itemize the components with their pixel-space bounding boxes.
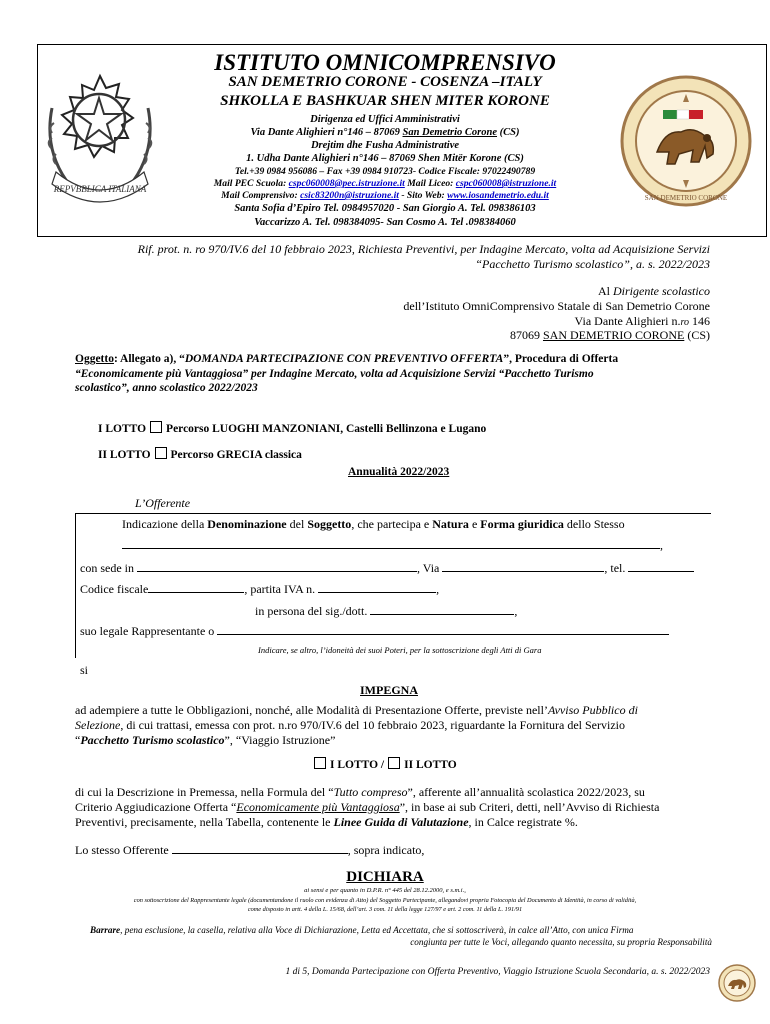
comprensivo-email-link[interactable]: csic83200n@istruzione.it xyxy=(300,190,399,201)
partita-iva-field[interactable] xyxy=(318,581,436,593)
school-address: Via Dante Alighieri n°146 – 87069 San Demetrio Corone (CS) xyxy=(250,127,520,138)
legale-row: suo legale Rappresentante o xyxy=(80,623,669,639)
lotto-1-option: I LOTTO Percorso LUOGHI MANZONIANI, Castelli Bellinzona e Lugano xyxy=(98,423,487,435)
lotto-2-option: II LOTTO Percorso GRECIA classica xyxy=(98,449,302,461)
page-footer: 1 di 5, Domanda Partecipazione con Offerta Preventivo, Viaggio Istruzione Scuola Secondaria, a. s. 2022/2023 xyxy=(285,967,710,977)
lotto-2-choice-checkbox[interactable] xyxy=(388,757,400,769)
dirigenza-label: Dirigenza ed Uffici Amministrativi xyxy=(310,114,460,125)
poteri-note: Indicare, se altro, l’idoneità dei suoi Poteri, per la sottoscrizione degli Atti di Gara xyxy=(258,645,542,655)
via-field[interactable] xyxy=(442,560,604,572)
legale-rappresentante-field[interactable] xyxy=(217,623,669,635)
impegna-line-1: ad adempiere a tutte le Obbligazioni, nonché, alle Modalità di Presentazione Offerte, previste nell’Avviso Pubblico di xyxy=(75,703,638,717)
persona-field[interactable] xyxy=(370,603,514,615)
descrizione-line-3: Preventivi, precisamente, nella Tabella, contenente le Linee Guida di Valutazione, in Calce registrate %. xyxy=(75,815,578,829)
school-mail-line: Mail PEC Scuola: cspc060008@pec.istruzione.it Mail Liceo: cspc060008@istruzione.it xyxy=(213,178,557,189)
offerente-label: L’Offerente xyxy=(135,496,191,510)
branch-phones-2: Vaccarizzo A. Tel. 098384095- San Cosmo A. Tel .098384060 xyxy=(254,217,516,228)
dichiara-heading: DICHIARA xyxy=(346,869,424,885)
branch-phones-1: Santa Sofia d’Epiro Tel. 0984957020 - San Giorgio A. Tel. 098386103 xyxy=(234,203,536,214)
stesso-offerente-field[interactable] xyxy=(172,842,348,854)
subject-line-1: Oggetto: Allegato a), “DOMANDA PARTECIPAZIONE CON PREVENTIVO OFFERTA”, Procedura di Offerta xyxy=(75,353,619,365)
impegna-line-3: “Pacchetto Turismo scolastico”, “Viaggio Istruzione” xyxy=(75,733,336,747)
reference-line-2: “Pacchetto Turismo scolastico”, a. s. 2022/2023 xyxy=(475,257,710,271)
denominazione-field[interactable] xyxy=(122,537,660,549)
liceo-email-link[interactable]: cspc060008@istruzione.it xyxy=(455,178,557,189)
dichiara-subheading: ai sensi e per quanto in D.P.R. n° 445 del 28.12.2000, e s.m.i., xyxy=(304,887,466,894)
addressee-line-2: dell’Istituto OmniComprensivo Statale di San Demetrio Corone xyxy=(403,299,710,313)
dichiara-note-1: con sottoscrizione del Rappresentante legale (documentandone il ruolo con evidenza di Atto) del Soggetto Partecipante, allegandovi propria Fotocopia del Documento di Identità, in corso di validità, xyxy=(133,897,637,904)
lotti-choice-row: I LOTTO / II LOTTO xyxy=(310,757,457,771)
pec-email-link[interactable]: cspc060008@pec.istruzione.it xyxy=(288,178,405,189)
tel-field[interactable] xyxy=(628,560,694,572)
school-subtitle-albanian: SHKOLLA E BASHKUAR SHEN MITER KORONE xyxy=(220,93,550,109)
lotto-2-checkbox[interactable] xyxy=(155,447,167,459)
persona-row: in persona del sig./dott. , xyxy=(255,604,518,618)
emblem-ribbon-text: REPVBBLICA ITALIANA xyxy=(53,184,147,194)
denominazione-field-row: , xyxy=(122,537,663,553)
dichiara-note-2: come disposto in artt. 4 della L. 15/68, dell’art. 3 com. 11 della legge 127/97 e art. 2 com. 11 della L. 191/91 xyxy=(247,906,523,913)
subject-line-3: scolastico”, anno scolastico 2022/2023 xyxy=(75,382,258,394)
seal-rim-text: SAN DEMETRIO CORONE xyxy=(644,194,728,202)
website-link[interactable]: www.iosandemetrio.edu.it xyxy=(447,190,549,201)
impegna-heading: IMPEGNA xyxy=(360,683,418,697)
stesso-offerente-row: Lo stesso Offerente , sopra indicato, xyxy=(75,843,425,857)
offerente-instructions: Indicazione della Denominazione del Soggetto, che partecipa e Natura e Forma giuridica dello Stesso xyxy=(122,517,625,531)
subject-line-2: “Economicamente più Vantaggiosa” per Indagine Mercato, volta ad Acquisizione Servizi “Pacchetto Turismo xyxy=(75,368,594,380)
descrizione-line-2: Criterio Aggiudicazione Offerta “Economicamente più Vantaggiosa”, in base ai sub Criteri, detti, nell’Avviso di Richiesta xyxy=(75,800,660,814)
sede-row: con sede in , Via , tel. xyxy=(80,560,694,576)
barrare-line-2: congiunta per tutte le Voci, allegando quanto necessita, su propria Responsabilità xyxy=(410,937,712,947)
codice-fiscale-field[interactable] xyxy=(148,581,244,593)
addressee-line-1: Al Dirigente scolastico xyxy=(598,284,710,298)
lotto-1-choice-checkbox[interactable] xyxy=(314,757,326,769)
school-seal xyxy=(619,74,753,208)
lotto-1-checkbox[interactable] xyxy=(150,421,162,433)
school-address-albanian: 1. Udha Dante Alighieri n°146 – 87069 Shen Mitër Korone (CS) xyxy=(246,153,524,164)
impegna-line-2: Selezione, di cui trattasi, emessa con prot. n.ro 970/IV.6 del 10 febbraio 2023, riguardante la Fornitura del Servizio xyxy=(75,718,625,732)
codice-fiscale-row: Codice fiscale , partita IVA n. , xyxy=(80,582,440,596)
descrizione-line-1: di cui la Descrizione in Premessa, nella Formula del “Tutto compreso”, afferente all’annualità scolastica 2022/2023, su xyxy=(75,785,645,799)
reference-line-1: Rif. prot. n. ro 970/IV.6 del 10 febbraio 2023, Richiesta Preventivi, per Indagine Mercato, volta ad Acquisizione Servizi xyxy=(137,242,710,256)
drejtim-label: Drejtim dhe Fusha Administrative xyxy=(310,140,460,151)
school-phone-fax: Tel.+39 0984 956086 – Fax +39 0984 910723- Codice Fiscale: 97022490789 xyxy=(234,166,536,177)
footer-seal xyxy=(718,964,756,1002)
school-title: ISTITUTO OMNICOMPRENSIVO xyxy=(214,50,556,75)
addressee-line-4: 87069 SAN DEMETRIO CORONE (CS) xyxy=(509,328,710,342)
si-label: si xyxy=(80,663,89,677)
sede-field[interactable] xyxy=(137,560,417,572)
italian-republic-emblem xyxy=(40,68,160,210)
annualita-label: Annualità 2022/2023 xyxy=(348,466,450,478)
barrare-line-1: Barrare, pena esclusione, la casella, relativa alla Voce di Dichiarazione, Letta ed Accettata, che si sottoscriverà, in calce all’Atto, con unica Firma xyxy=(90,925,634,935)
school-web-line: Mail Comprensivo: csic83200n@istruzione.it - Sito Web: www.iosandemetrio.edu.it xyxy=(221,190,549,201)
addressee-line-3: Via Dante Alighieri n.ro 146 xyxy=(574,314,710,328)
school-subtitle-italy: SAN DEMETRIO CORONE - COSENZA –ITALY xyxy=(228,74,542,90)
